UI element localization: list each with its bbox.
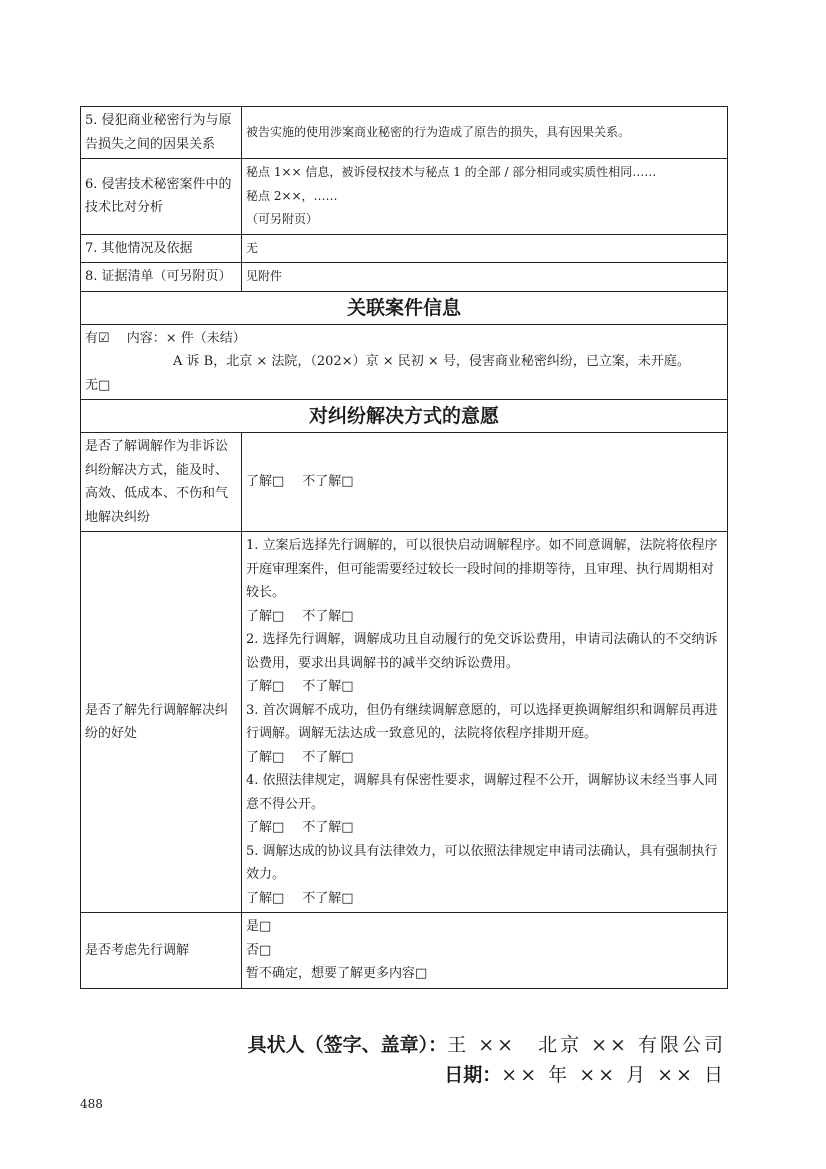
q2-item-3-text: 3. 首次调解不成功，但仍有继续调解意愿的，可以选择更换调解组织和调解员再进行调解。调解无法达成一致意见的，法院将依程序排期开庭。 xyxy=(246,702,718,741)
related-cases-heading: 关联案件信息 xyxy=(81,291,728,324)
related-none-line: 无□ xyxy=(85,377,111,393)
q2-answer xyxy=(242,532,728,913)
q1-not-know-checkbox[interactable]: 不了解□ xyxy=(302,474,354,490)
q2-item-5-text: 5. 调解达成的协议具有法律效力，可以依照法律规定申请司法确认，具有强制执行效力。 xyxy=(246,843,718,882)
page-number: 488 xyxy=(80,1097,103,1111)
q1-label: 是否了解调解作为非诉讼纠纷解决方式，能及时、高效、低成本、不伤和气地解决纠纷 xyxy=(81,433,242,532)
date-label: 日期： xyxy=(444,1064,502,1086)
know-checkbox[interactable]: 了解□ xyxy=(246,820,285,835)
row-label-tech-comparison: 6. 侵害技术秘密案件中的技术比对分析 xyxy=(81,159,242,235)
row-label-other: 7. 其他情况及依据 xyxy=(81,234,242,263)
not-know-checkbox[interactable]: 不了解□ xyxy=(302,890,354,906)
attach-note: （可另附页） xyxy=(246,212,319,226)
signature-block xyxy=(248,1030,726,1090)
signer-label: 具状人（签字、盖章）： xyxy=(247,1034,448,1056)
q2-item-1-choice xyxy=(246,605,723,629)
q2-item-2-choice xyxy=(246,675,723,699)
know-checkbox[interactable]: 了解□ xyxy=(246,890,285,906)
row-label-causality: 5. 侵犯商业秘密行为与原告损失之间的因果关系 xyxy=(81,107,242,159)
know-checkbox[interactable]: 了解□ xyxy=(246,608,285,624)
table-row xyxy=(81,159,728,235)
q2-item-5-choice xyxy=(246,887,723,911)
secret-point-2-text: 秘点 2××，…… xyxy=(246,188,338,203)
table-row xyxy=(81,107,728,159)
complaint-form-table xyxy=(80,106,728,989)
q3-unsure-checkbox[interactable]: 暂不确定，想要了解更多内容□ xyxy=(246,966,428,981)
q3-no-checkbox[interactable]: 否□ xyxy=(246,942,272,958)
q3-label: 是否考虑先行调解 xyxy=(81,913,242,989)
know-checkbox[interactable]: 了解□ xyxy=(246,749,285,765)
q2-item-1-text: 1. 立案后选择先行调解的，可以很快启动调解程序。如不同意调解，法院将依程序开庭审理案件，但可能需要经过较长一段时间的排期等待，且审理、执行周期相对较长。 xyxy=(246,538,718,600)
date-row xyxy=(248,1060,726,1090)
table-row xyxy=(81,400,728,433)
q1-answer xyxy=(242,433,728,532)
not-know-checkbox[interactable]: 不了解□ xyxy=(302,820,354,835)
causality-text: 被告实施的使用涉案商业秘密的行为造成了原告的损失，具有因果关系。 xyxy=(246,124,631,139)
q2-item-2-text: 2. 选择先行调解，调解成功且自动履行的免交诉讼费用，申请司法确认的不交纳诉讼费用，要求出具调解书的减半交纳诉讼费用。 xyxy=(246,632,718,671)
not-know-checkbox[interactable]: 不了解□ xyxy=(302,608,354,624)
signer-value: 王 ×× 北京 ×× 有限公司 xyxy=(447,1034,726,1056)
q3-yes-checkbox[interactable]: 是□ xyxy=(246,919,272,934)
row-value-evidence: 见附件 xyxy=(242,263,728,292)
table-row xyxy=(81,234,728,263)
q2-item-4-text: 4. 依照法律规定，调解具有保密性要求，调解过程不公开，调解协议未经当事人同意不得公开。 xyxy=(246,773,718,812)
related-case-line: A 诉 B，北京 × 法院，（202×）京 × 民初 × 号，侵害商业秘密纠纷，已立案，未开庭。 xyxy=(173,354,690,369)
secret-point-1-text: 秘点 1×× 信息，被诉侵权技术与秘点 1 的全部 / 部分相同或实质性相同…… xyxy=(246,165,657,179)
row-value-causality xyxy=(242,107,728,159)
row-label-evidence: 8. 证据清单（可另附页） xyxy=(81,263,242,292)
signer-row xyxy=(248,1030,726,1060)
row-value-other: 无 xyxy=(242,234,728,263)
related-has-line: 有☑ 内容：× 件（未结） xyxy=(85,330,246,346)
not-know-checkbox[interactable]: 不了解□ xyxy=(302,679,354,694)
know-checkbox[interactable]: 了解□ xyxy=(246,679,285,694)
table-row xyxy=(81,532,728,913)
row-value-tech-comparison xyxy=(242,159,728,235)
q2-item-4-choice xyxy=(246,816,723,840)
table-row xyxy=(81,263,728,292)
table-row xyxy=(81,913,728,989)
q3-answer xyxy=(242,913,728,989)
related-cases-content xyxy=(81,324,728,400)
not-know-checkbox[interactable]: 不了解□ xyxy=(302,749,354,765)
q1-know-checkbox[interactable]: 了解□ xyxy=(246,474,285,490)
table-row xyxy=(81,291,728,324)
table-row xyxy=(81,433,728,532)
willingness-heading: 对纠纷解决方式的意愿 xyxy=(81,400,728,433)
q2-item-3-choice xyxy=(246,746,723,770)
table-row xyxy=(81,324,728,400)
q2-label: 是否了解先行调解解决纠纷的好处 xyxy=(81,532,242,913)
date-value: ×× 年 ×× 月 ×× 日 xyxy=(501,1064,726,1086)
